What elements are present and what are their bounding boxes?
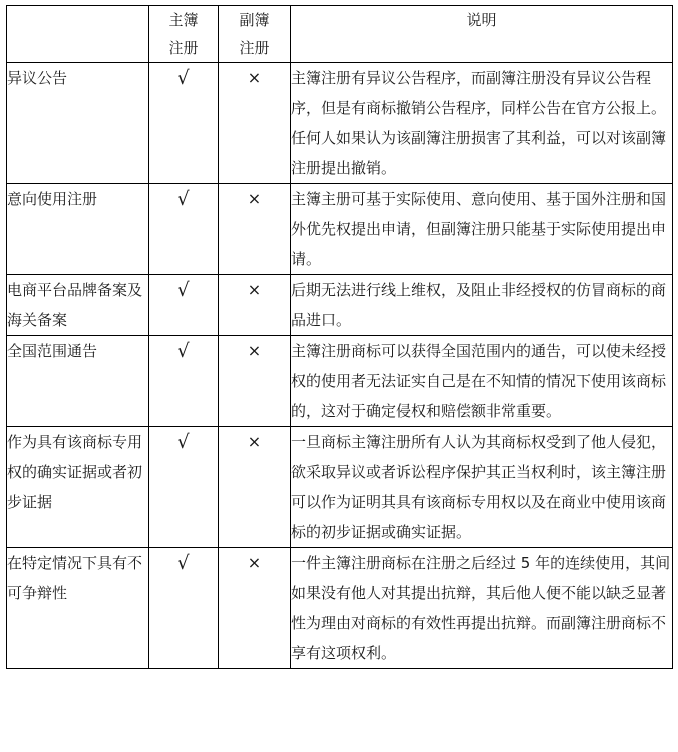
comparison-table-container bbox=[6, 5, 672, 669]
column-header-primary-register-line2: 注册 bbox=[168, 39, 199, 57]
column-header-secondary-register-line2: 注册 bbox=[239, 39, 270, 57]
table-row bbox=[7, 336, 673, 427]
cross-mark-icon: × bbox=[247, 341, 262, 360]
cell-primary-register-mark bbox=[149, 275, 219, 336]
column-header-primary-register bbox=[149, 6, 219, 63]
table-row bbox=[7, 184, 673, 275]
cell-primary-register-mark bbox=[149, 63, 219, 184]
table-body bbox=[7, 63, 673, 669]
cross-mark-icon: × bbox=[247, 189, 262, 208]
cell-description: 主簿注册商标可以获得全国范围内的通告，可以使未经授权的使用者无法证实自己是在不知情的情况下使用该商标的，这对于确定侵权和赔偿额非常重要。 bbox=[291, 336, 673, 427]
check-mark-icon: √ bbox=[177, 552, 190, 574]
cell-secondary-register-mark bbox=[219, 63, 291, 184]
column-header-primary-register-line1: 主簿 bbox=[168, 11, 199, 29]
cell-feature: 意向使用注册 bbox=[7, 184, 149, 275]
cell-feature: 在特定情况下具有不可争辩性 bbox=[7, 548, 149, 669]
cross-mark-icon: × bbox=[247, 553, 262, 572]
cell-primary-register-mark bbox=[149, 427, 219, 548]
column-header-secondary-register bbox=[219, 6, 291, 63]
check-mark-icon: √ bbox=[177, 340, 190, 362]
cell-feature: 全国范围通告 bbox=[7, 336, 149, 427]
check-mark-icon: √ bbox=[177, 67, 190, 89]
cell-description: 一件主簿注册商标在注册之后经过 5 年的连续使用，其间如果没有他人对其提出抗辩，其后他人便不能以缺乏显著性为理由对商标的有效性再提出抗辩。而副簿注册商标不享有这项权利。 bbox=[291, 548, 673, 669]
trademark-register-comparison-table bbox=[6, 5, 673, 669]
check-mark-icon: √ bbox=[177, 431, 190, 453]
cell-feature: 作为具有该商标专用权的确实证据或者初步证据 bbox=[7, 427, 149, 548]
cell-primary-register-mark bbox=[149, 336, 219, 427]
table-row bbox=[7, 427, 673, 548]
cell-description: 后期无法进行线上维权，及阻止非经授权的仿冒商标的商品进口。 bbox=[291, 275, 673, 336]
cross-mark-icon: × bbox=[247, 280, 262, 299]
cell-primary-register-mark bbox=[149, 184, 219, 275]
table-header bbox=[7, 6, 673, 63]
cell-secondary-register-mark bbox=[219, 336, 291, 427]
cross-mark-icon: × bbox=[247, 432, 262, 451]
cell-secondary-register-mark bbox=[219, 275, 291, 336]
cross-mark-icon: × bbox=[247, 68, 262, 87]
cell-secondary-register-mark bbox=[219, 548, 291, 669]
cell-primary-register-mark bbox=[149, 548, 219, 669]
column-header-feature bbox=[7, 6, 149, 63]
cell-description: 主簿主册可基于实际使用、意向使用、基于国外注册和国外优先权提出申请，但副簿注册只能基于实际使用提出申请。 bbox=[291, 184, 673, 275]
table-row bbox=[7, 63, 673, 184]
table-row bbox=[7, 275, 673, 336]
cell-secondary-register-mark bbox=[219, 184, 291, 275]
cell-secondary-register-mark bbox=[219, 427, 291, 548]
column-header-secondary-register-line1: 副簿 bbox=[239, 11, 270, 29]
table-row bbox=[7, 548, 673, 669]
cell-feature: 电商平台品牌备案及海关备案 bbox=[7, 275, 149, 336]
check-mark-icon: √ bbox=[177, 188, 190, 210]
table-header-row bbox=[7, 6, 673, 63]
cell-description: 一旦商标主簿注册所有人认为其商标权受到了他人侵犯，欲采取异议或者诉讼程序保护其正当权利时，该主簿注册可以作为证明其具有该商标专用权以及在商业中使用该商标的初步证据或确实证据。 bbox=[291, 427, 673, 548]
check-mark-icon: √ bbox=[177, 279, 190, 301]
column-header-description: 说明 bbox=[291, 6, 673, 63]
cell-feature: 异议公告 bbox=[7, 63, 149, 184]
cell-description: 主簿注册有异议公告程序，而副簿注册没有异议公告程序，但是有商标撤销公告程序，同样公告在官方公报上。任何人如果认为该副簿注册损害了其利益，可以对该副簿注册提出撤销。 bbox=[291, 63, 673, 184]
